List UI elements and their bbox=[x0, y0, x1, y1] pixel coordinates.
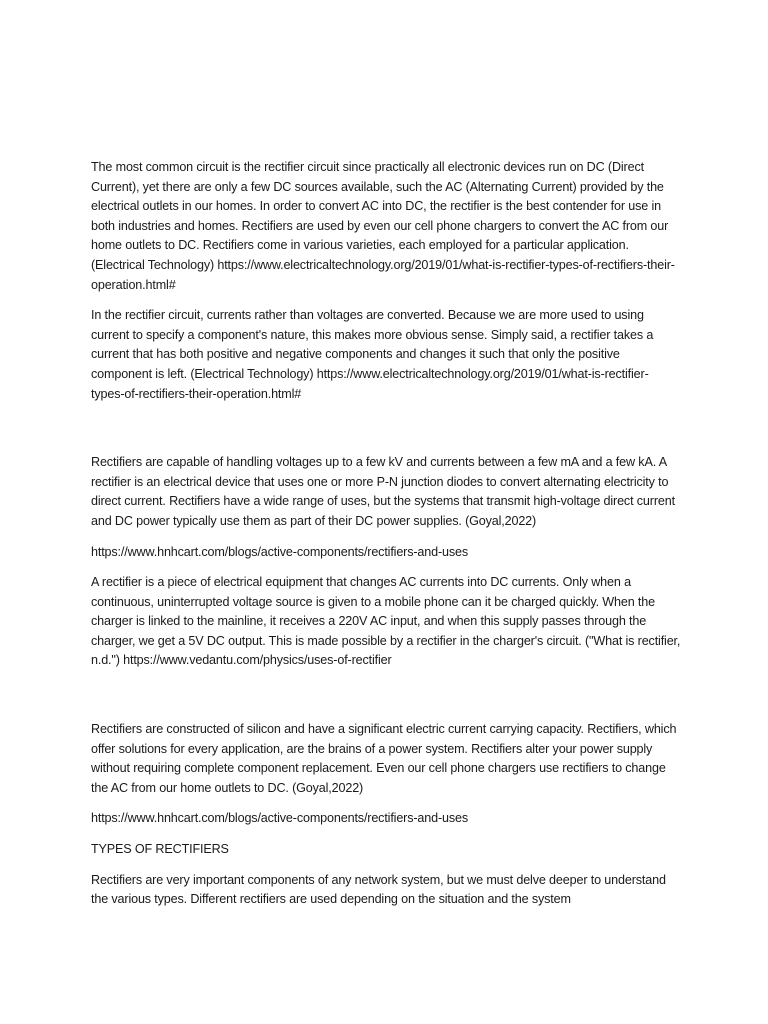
paragraph-types-intro: Rectifiers are very important components of any network system, but we must delve deeper to understand the various types. Different rectifiers are used depending on the situation and the system bbox=[91, 872, 666, 907]
paragraph-ac-to-dc: A rectifier is a piece of electrical equipment that changes AC currents into DC currents. Only when a continuous, uninterrupted voltage source is given to a mobile phone can it be charged quickly. When the charger is linked to the mainline, it receives a 220V AC input, and when this supply passes through the charger, we get a 5V DC output. This is made possible by a rectifier in the charger's circuit. ("What is rectifier, n.d.") https://www.vedantu.com/physics/uses-of-rectifier bbox=[91, 575, 681, 668]
paragraph-rectifier-circuit: The most common circuit is the rectifier circuit since practically all electronic devices run on DC (Direct Current), yet there are only a few DC sources available, such the AC (Alternating Current) provided by the electrical outlets in our homes. In order to convert AC into DC, the rectifier is the best contender for use in both industries and homes. Rectifiers are used by even our cell phone chargers to convert the AC from our home outlets to DC. Rectifiers come in various varieties, each employed for a particular application. (Electrical Technology) https://www.electricaltechnology.org/2019/01/what-is-rectifier-types-of-rectifiers-their-operation.html# bbox=[91, 160, 675, 292]
reference-link-hnhcart-2: https://www.hnhcart.com/blogs/active-components/rectifiers-and-uses bbox=[91, 811, 469, 826]
document-body bbox=[91, 158, 681, 910]
paragraph-currents-converted: In the rectifier circuit, currents rather than voltages are converted. Because we are more used to using current to specify a component's nature, this makes more obvious sense. Simply said, a rectifier takes a current that has both positive and negative components and changes it such that only the positive component is left. (Electrical Technology) https://www.electricaltechnology.org/2019/01/what-is-rectifier-types-of-rectifiers-their-operation.html# bbox=[91, 308, 654, 401]
paragraph-silicon-construction: Rectifiers are constructed of silicon and have a significant electric current carrying capacity. Rectifiers, which offer solutions for every application, are the brains of a power system. Rectifiers alter your power supply without requiring complete component replacement. Even our cell phone chargers use rectifiers to change the AC from our home outlets to DC. (Goyal,2022) bbox=[91, 722, 677, 795]
section-heading-types: TYPES OF RECTIFIERS bbox=[91, 842, 229, 857]
reference-link-hnhcart: https://www.hnhcart.com/blogs/active-components/rectifiers-and-uses bbox=[91, 544, 469, 559]
paragraph-voltage-handling: Rectifiers are capable of handling voltages up to a few kV and currents between a few mA and a few kA. A rectifier is an electrical device that uses one or more P-N junction diodes to convert alternating electricity to direct current. Rectifiers have a wide range of uses, but the systems that transmit high-voltage direct current and DC power typically use them as part of their DC power supplies. (Goyal,2022) bbox=[91, 455, 675, 528]
